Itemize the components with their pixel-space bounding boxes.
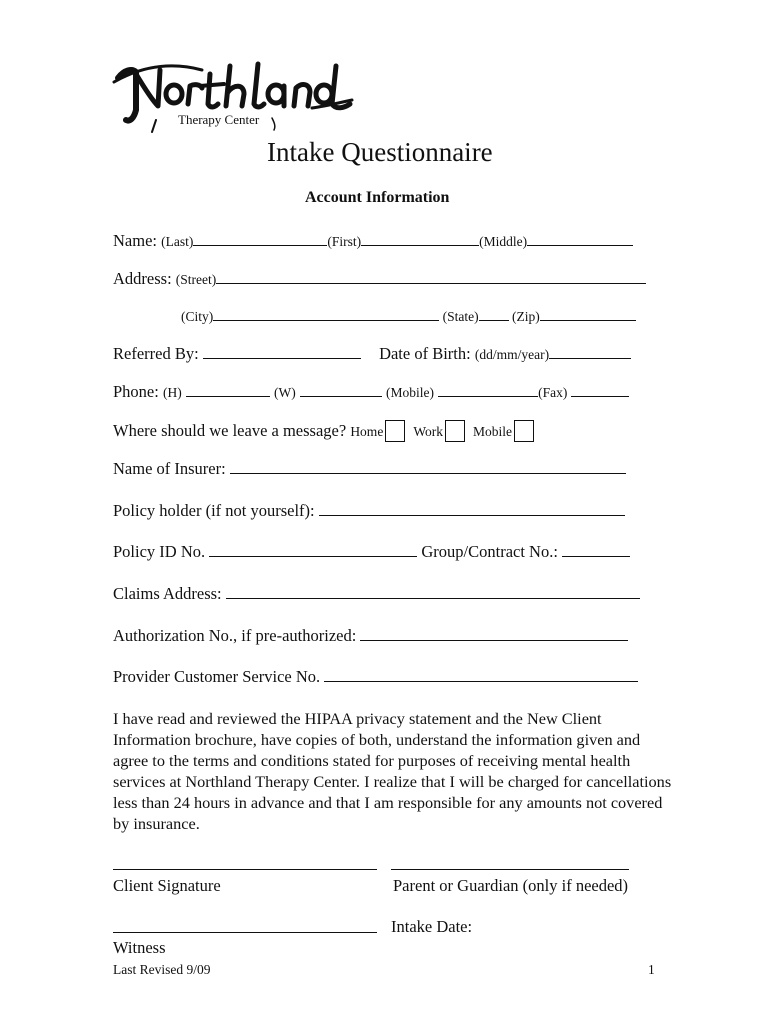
dob-format-label: (dd/mm/year) xyxy=(474,347,550,362)
group-contract-label: Group/Contract No.: xyxy=(421,542,558,561)
dob-label: Date of Birth: xyxy=(379,344,471,363)
group-contract-field[interactable] xyxy=(562,542,630,557)
client-signature-label: Client Signature xyxy=(113,876,221,895)
authorization-field[interactable] xyxy=(360,626,628,641)
insurer-label: Name of Insurer: xyxy=(113,459,226,478)
address-city-row xyxy=(181,307,636,325)
provider-service-row xyxy=(113,667,638,687)
provider-service-label: Provider Customer Service No. xyxy=(113,667,321,686)
client-signature-line[interactable] xyxy=(113,869,377,870)
phone-row xyxy=(113,382,629,402)
policy-id-label: Policy ID No. xyxy=(113,542,206,561)
policy-holder-row xyxy=(113,501,625,521)
phone-home-field[interactable] xyxy=(186,383,270,397)
referred-by-field[interactable] xyxy=(203,344,361,359)
insurer-field[interactable] xyxy=(230,459,626,474)
logo-tagline: Therapy Center xyxy=(178,112,260,127)
provider-service-field[interactable] xyxy=(324,667,638,682)
name-first-label: (First) xyxy=(327,234,362,249)
authorization-label: Authorization No., if pre-authorized: xyxy=(113,626,357,645)
phone-fax-label: (Fax) xyxy=(538,385,568,400)
message-mobile-label: Mobile xyxy=(472,424,512,439)
address-label: Address: xyxy=(113,269,172,288)
phone-work-label: (W) xyxy=(273,385,296,400)
message-label: Where should we leave a message? xyxy=(113,421,347,440)
phone-home-label: (H) xyxy=(162,385,182,400)
message-work-checkbox[interactable] xyxy=(445,420,465,442)
address-street-label: (Street) xyxy=(175,272,217,287)
address-zip-field[interactable] xyxy=(540,307,636,321)
last-revised: Last Revised 9/09 xyxy=(113,962,211,977)
phone-mobile-field[interactable] xyxy=(438,383,538,397)
policy-holder-field[interactable] xyxy=(319,501,625,516)
name-label: Name: xyxy=(113,231,157,250)
claims-address-field[interactable] xyxy=(226,584,640,599)
address-city-label: (City) xyxy=(181,309,214,324)
authorization-row xyxy=(113,626,628,646)
northland-logo xyxy=(112,60,362,140)
message-home-label: Home xyxy=(350,424,384,439)
page-number: 1 xyxy=(648,962,655,977)
intake-date-label: Intake Date: xyxy=(391,917,473,936)
dob-field[interactable] xyxy=(549,345,631,359)
page-title: Intake Questionnaire xyxy=(267,137,493,167)
phone-mobile-label: (Mobile) xyxy=(385,385,434,400)
northland-wordmark-graphic xyxy=(112,60,362,140)
address-city-field[interactable] xyxy=(213,307,439,321)
guardian-signature-label: Parent or Guardian (only if needed) xyxy=(393,876,629,895)
message-row xyxy=(113,420,542,442)
policy-id-row xyxy=(113,542,630,562)
name-middle-label: (Middle) xyxy=(479,234,528,249)
phone-fax-field[interactable] xyxy=(571,383,629,397)
address-zip-label: (Zip) xyxy=(512,309,540,324)
claims-address-row xyxy=(113,584,640,604)
policy-id-field[interactable] xyxy=(209,542,417,557)
name-row xyxy=(113,231,633,251)
address-row xyxy=(113,269,646,289)
address-state-label: (State) xyxy=(442,309,479,324)
insurer-row xyxy=(113,459,626,479)
name-last-field[interactable] xyxy=(193,232,327,246)
address-street-field[interactable] xyxy=(216,270,646,284)
section-heading: Account Information xyxy=(305,189,450,206)
address-state-field[interactable] xyxy=(479,307,509,321)
witness-label: Witness xyxy=(113,938,166,957)
claims-address-label: Claims Address: xyxy=(113,584,222,603)
phone-work-field[interactable] xyxy=(300,383,382,397)
referred-row xyxy=(113,344,631,364)
policy-holder-label: Policy holder (if not yourself): xyxy=(113,501,315,520)
witness-signature-line[interactable] xyxy=(113,932,377,933)
name-last-label: (Last) xyxy=(161,234,194,249)
referred-by-label: Referred By: xyxy=(113,344,199,363)
message-home-checkbox[interactable] xyxy=(385,420,405,442)
message-mobile-checkbox[interactable] xyxy=(514,420,534,442)
message-work-label: Work xyxy=(413,424,443,439)
name-middle-field[interactable] xyxy=(527,232,633,246)
name-first-field[interactable] xyxy=(361,232,479,246)
hipaa-statement: I have read and reviewed the HIPAA privacy statement and the New Client Information brochure, have copies of both, understand the information given and agree to the terms and conditions stated for purposes of receiving mental health services at Northland Therapy Center. I realize that I will be charged for cancellations less than 24 hours in advance and that I am responsible for any amounts not covered by insurance. xyxy=(113,709,672,833)
phone-label: Phone: xyxy=(113,382,159,401)
guardian-signature-line[interactable] xyxy=(391,869,629,870)
